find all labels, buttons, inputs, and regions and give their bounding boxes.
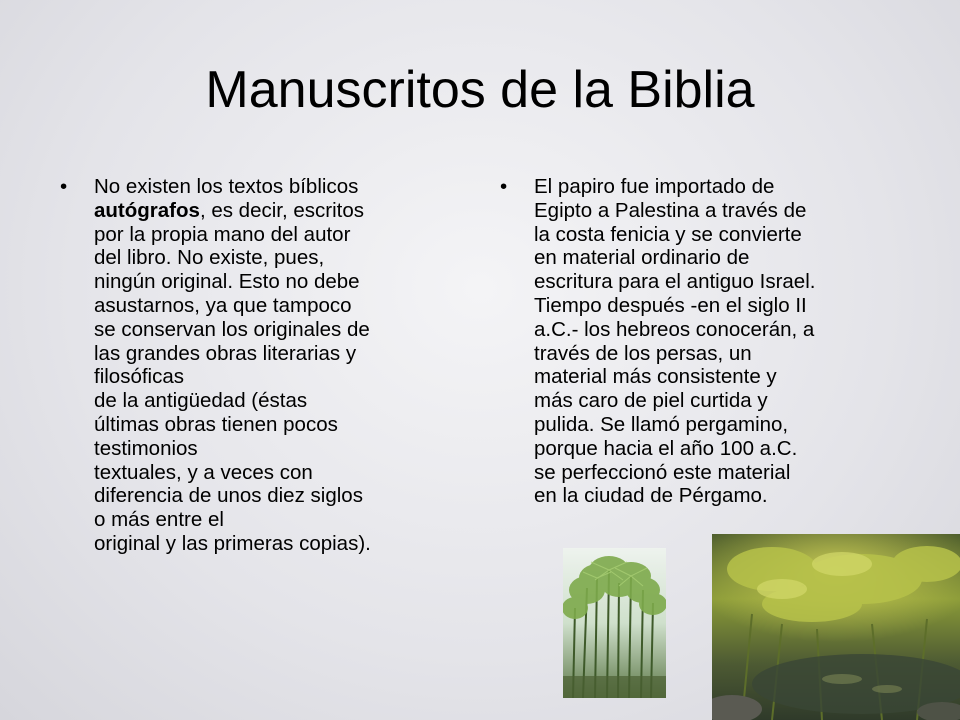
slide-title: Manuscritos de la Biblia (205, 61, 755, 119)
text-line: más caro de piel curtida y (534, 389, 768, 413)
text-line: se conservan los originales de (94, 317, 370, 341)
bold-term: autógrafos (94, 198, 200, 222)
text-line: No existen los textos bíblicos (94, 175, 359, 198)
text-line: original y las primeras copias). (94, 531, 371, 555)
bullet-marker: • (500, 175, 508, 198)
text-line (94, 199, 480, 223)
text-line: se perfeccionó este material (534, 460, 791, 484)
text-line: en la ciudad de Pérgamo. (534, 484, 768, 508)
right-text-column (500, 175, 920, 508)
text-line: la costa fenicia y se convierte (534, 222, 802, 246)
text-line: material más consistente y (534, 365, 777, 389)
text-line: porque hacia el año 100 a.C. (534, 436, 798, 460)
text-line: o más entre el (94, 508, 224, 532)
right-bullet-text (534, 175, 920, 508)
papyrus-plant-photo-small (563, 548, 666, 698)
text-line: de la antigüedad (éstas (94, 389, 308, 413)
papyrus-pond-photo (712, 534, 960, 720)
text-line: filosóficas (94, 365, 185, 389)
text-line: del libro. No existe, pues, (94, 246, 325, 270)
text-line: El papiro fue importado de (534, 175, 775, 198)
text-line: Egipto a Palestina a través de (534, 198, 807, 222)
text-line: través de los persas, un (534, 341, 752, 365)
text-line: textuales, y a veces con (94, 460, 313, 484)
text-line: diferencia de unos diez siglos (94, 484, 363, 508)
text-line: Tiempo después -en el siglo II (534, 293, 807, 317)
text-line: testimonios (94, 436, 198, 460)
text-line: por la propia mano del autor (94, 222, 351, 246)
text-line: últimas obras tienen pocos (94, 412, 338, 436)
text-line: en material ordinario de (534, 246, 750, 270)
bullet-marker: • (60, 175, 68, 198)
text-line: pulida. Se llamó pergamino, (534, 412, 789, 436)
text-line: asustarnos, ya que tampoco (94, 293, 352, 317)
text-line: ningún original. Esto no debe (94, 270, 360, 294)
left-text-column (60, 175, 480, 556)
left-bullet-text (94, 175, 480, 556)
text-line: las grandes obras literarias y (94, 341, 357, 365)
text-line: escritura para el antiguo Israel. (534, 270, 816, 294)
text-line: a.C.- los hebreos conocerán, a (534, 317, 815, 341)
text-fragment: , es decir, escritos (199, 198, 364, 222)
